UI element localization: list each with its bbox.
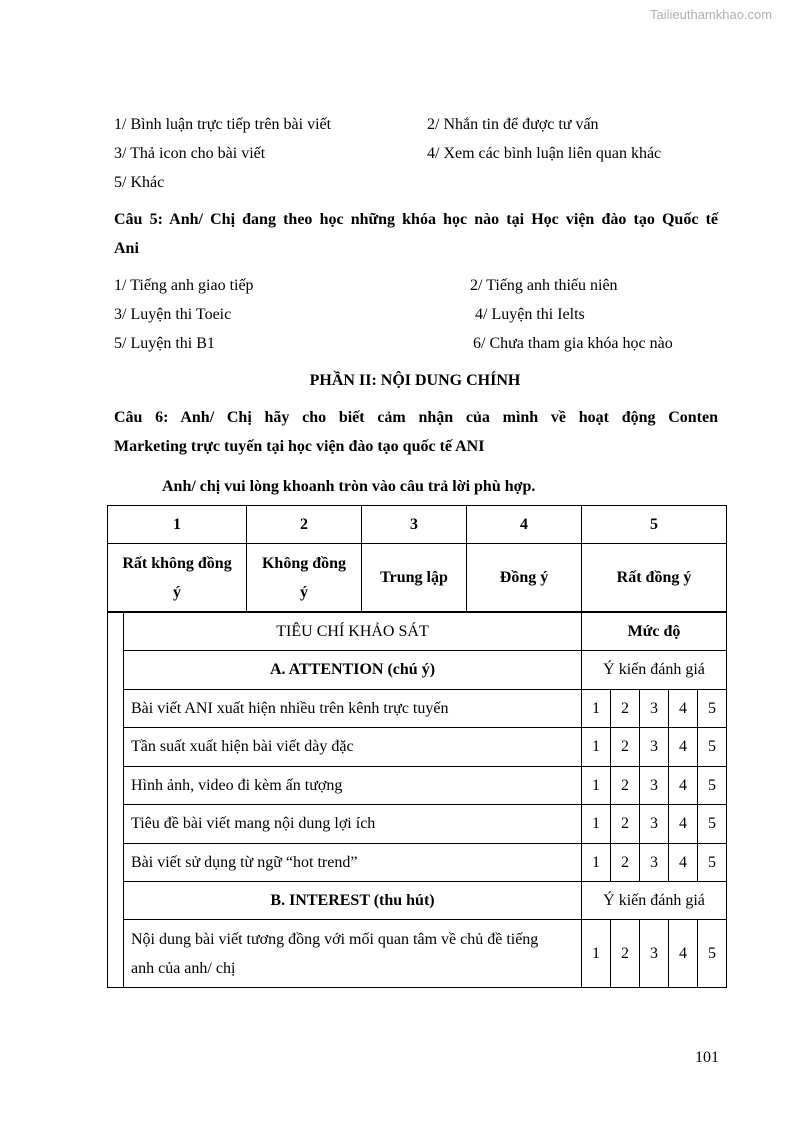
scale-label-2: Không đồng ý	[247, 544, 362, 612]
rating-cell[interactable]: 2	[611, 728, 640, 767]
rating-cell[interactable]: 1	[582, 844, 611, 882]
q6-title-line1: Câu 6: Anh/ Chị hãy cho biết cảm nhận của mình về hoạt động Conten	[114, 409, 718, 426]
table-row	[108, 728, 727, 767]
rating-cell[interactable]: 4	[669, 728, 698, 767]
q5-title-line2: Ani	[114, 240, 139, 257]
criteria-item: Tần suất xuất hiện bài viết dày đặc	[124, 728, 582, 767]
criteria-item: Nội dung bài viết tương đồng với mối quan tâm về chủ đề tiếng anh của anh/ chị	[124, 920, 582, 988]
rating-cell[interactable]: 3	[640, 690, 669, 728]
scale-number-4: 4	[467, 506, 582, 544]
scale-number-3: 3	[362, 506, 467, 544]
rating-cell[interactable]: 4	[669, 767, 698, 805]
q4-option-3: 3/ Thả icon cho bài viết	[114, 145, 266, 162]
section-b-opinion: Ý kiến đánh giá	[582, 882, 727, 920]
q5-option-2: 2/ Tiếng anh thiếu niên	[470, 277, 618, 294]
rating-cell[interactable]: 2	[611, 767, 640, 805]
rating-cell[interactable]: 3	[640, 767, 669, 805]
q4-option-2: 2/ Nhắn tin để được tư vấn	[427, 116, 599, 133]
rating-cell[interactable]: 5	[698, 844, 727, 882]
watermark: Tailieuthamkhao.com	[650, 7, 773, 22]
criteria-item: Bài viết sử dụng từ ngữ “hot trend”	[124, 844, 582, 882]
table-row	[108, 844, 727, 882]
q4-option-5: 5/ Khác	[114, 174, 165, 191]
level-header: Mức độ	[582, 613, 727, 651]
scale-number-5: 5	[582, 506, 727, 544]
q5-option-1: 1/ Tiếng anh giao tiếp	[114, 277, 254, 294]
rating-cell[interactable]: 5	[698, 690, 727, 728]
margin-column	[108, 613, 124, 988]
q5-option-5: 5/ Luyện thi B1	[114, 335, 215, 352]
scale-number-1: 1	[108, 506, 247, 544]
table-row	[108, 690, 727, 728]
scale-label-3: Trung lập	[362, 544, 467, 612]
rating-cell[interactable]: 1	[582, 767, 611, 805]
table-row	[108, 767, 727, 805]
criteria-item: Tiêu đề bài viết mang nội dung lợi ích	[124, 805, 582, 844]
scale-label-1: Rất không đồng ý	[108, 544, 247, 612]
q5-option-4: 4/ Luyện thi Ielts	[475, 306, 585, 323]
rating-cell[interactable]: 1	[582, 728, 611, 767]
criteria-item: Hình ảnh, video đi kèm ấn tượng	[124, 767, 582, 805]
criteria-item: Bài viết ANI xuất hiện nhiều trên kênh trực tuyến	[124, 690, 582, 728]
rating-cell[interactable]: 3	[640, 920, 669, 988]
rating-cell[interactable]: 5	[698, 805, 727, 844]
q6-instruction: Anh/ chị vui lòng khoanh tròn vào câu trả lời phù hợp.	[162, 478, 536, 495]
page-number: 101	[695, 1049, 719, 1066]
table-row	[108, 920, 727, 988]
rating-cell[interactable]: 5	[698, 767, 727, 805]
part2-title: PHẦN II: NỘI DUNG CHÍNH	[309, 372, 521, 389]
q5-option-3: 3/ Luyện thi Toeic	[114, 306, 232, 323]
q6-title-line2: Marketing trực tuyến tại học viện đào tạo quốc tế ANI	[114, 438, 485, 455]
section-a-title: A. ATTENTION (chú ý)	[124, 651, 582, 690]
rating-cell[interactable]: 5	[698, 728, 727, 767]
rating-cell[interactable]: 4	[669, 805, 698, 844]
section-a-opinion: Ý kiến đánh giá	[582, 651, 727, 690]
survey-table	[107, 612, 727, 988]
section-b-title: B. INTEREST (thu hút)	[124, 882, 582, 920]
scale-number-2: 2	[247, 506, 362, 544]
rating-cell[interactable]: 3	[640, 805, 669, 844]
scale-label-5: Rất đồng ý	[582, 544, 727, 612]
rating-cell[interactable]: 3	[640, 844, 669, 882]
rating-cell[interactable]: 3	[640, 728, 669, 767]
rating-cell[interactable]: 4	[669, 690, 698, 728]
scale-label-4: Đồng ý	[467, 544, 582, 612]
rating-cell[interactable]: 4	[669, 844, 698, 882]
q4-option-4: 4/ Xem các bình luận liên quan khác	[427, 145, 662, 162]
scale-table	[107, 505, 727, 612]
rating-cell[interactable]: 4	[669, 920, 698, 988]
rating-cell[interactable]: 1	[582, 920, 611, 988]
rating-cell[interactable]: 2	[611, 844, 640, 882]
q5-option-6: 6/ Chưa tham gia khóa học nào	[473, 335, 673, 352]
table-row	[108, 805, 727, 844]
criteria-header: TIÊU CHÍ KHẢO SÁT	[124, 613, 582, 651]
q5-title-line1: Câu 5: Anh/ Chị đang theo học những khóa học nào tại Học viện đào tạo Quốc tế	[114, 211, 718, 228]
rating-cell[interactable]: 1	[582, 690, 611, 728]
rating-cell[interactable]: 1	[582, 805, 611, 844]
q4-option-1: 1/ Bình luận trực tiếp trên bài viết	[114, 116, 332, 133]
rating-cell[interactable]: 2	[611, 690, 640, 728]
rating-cell[interactable]: 2	[611, 805, 640, 844]
rating-cell[interactable]: 5	[698, 920, 727, 988]
rating-cell[interactable]: 2	[611, 920, 640, 988]
